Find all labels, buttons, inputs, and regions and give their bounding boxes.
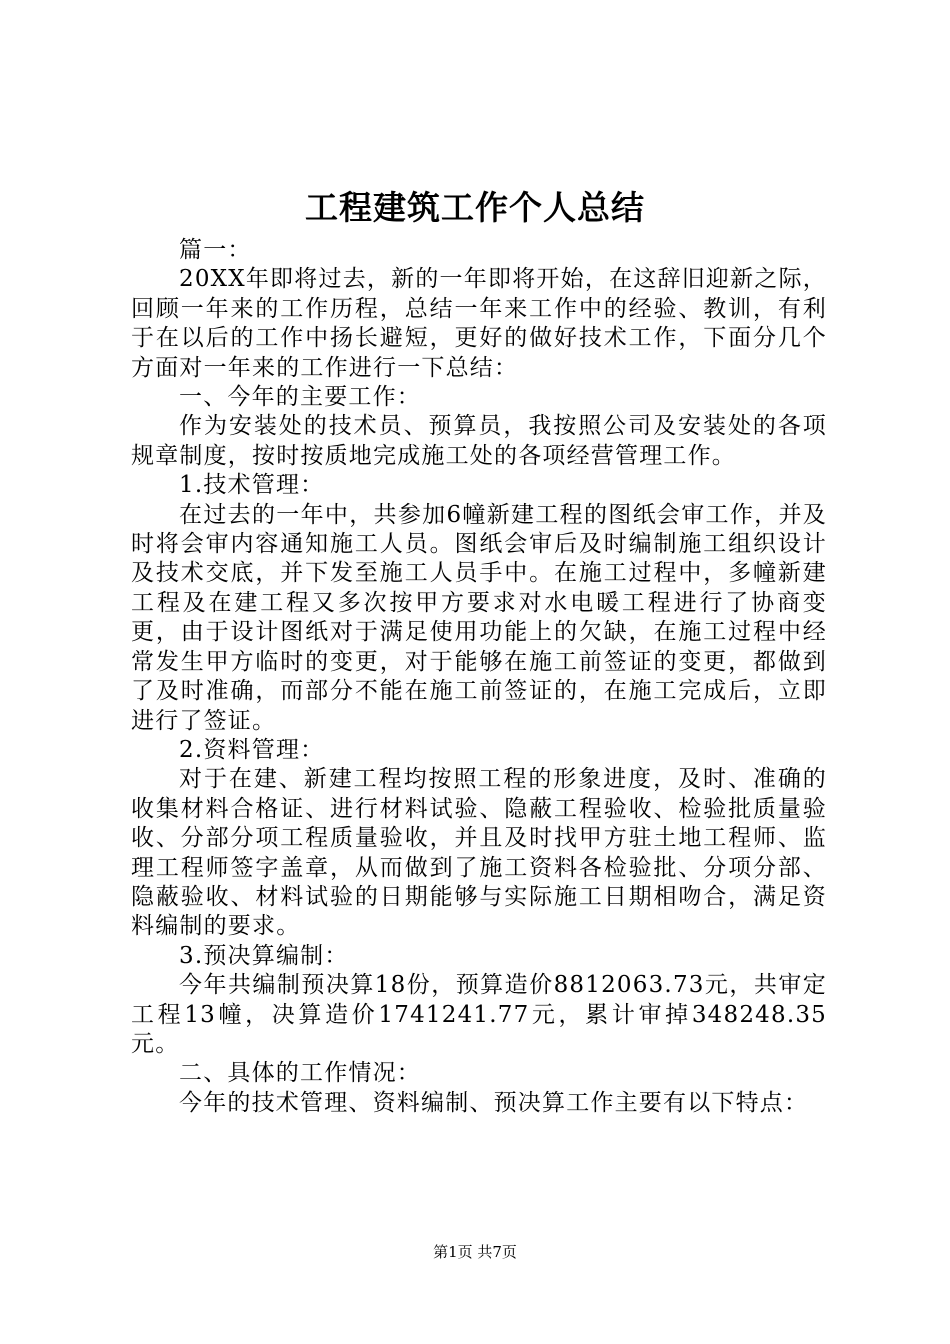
paragraph-section-label: 篇一： xyxy=(179,237,252,263)
heading-main-work: 一、今年的主要工作： xyxy=(179,384,421,411)
paragraph-document-management: 对于在建、新建工程均按照工程的形象进度，及时、准确的收集材料合格证、进行材料试验、隐蔽工程验收、检验批质量验收、分部分项工程质量验收，并且及时找甲方驻土地工程师、监理工程师签字盖章，从而做到了施工资料各检验批、分项分部、隐蔽验收、材料试验的日期能够与实际施工日期相吻合，满足资料编制的要求。 xyxy=(131,766,827,940)
heading-technical-management: 1.技术管理： xyxy=(179,472,325,499)
heading-budget: 3.预决算编制： xyxy=(179,942,349,969)
document-title: 工程建筑工作个人总结 xyxy=(305,188,645,227)
heading-document-management: 2.资料管理： xyxy=(179,736,325,763)
document-body xyxy=(131,236,827,1118)
page-footer: 第1页 共7页 xyxy=(433,1243,517,1261)
paragraph-intro: 20XX年即将过去，新的一年即将开始，在这辞旧迎新之际，回顾一年来的工作历程，总结一年来工作中的经验、教训，有利于在以后的工作中扬长避短，更好的做好技术工作，下面分几个方面对一年来的工作进行一下总结： xyxy=(131,266,827,381)
paragraph-specific-work: 今年的技术管理、资料编制、预决算工作主要有以下特点： xyxy=(179,1089,809,1116)
paragraph-role: 作为安装处的技术员、预算员，我按照公司及安装处的各项规章制度，按时按质地完成施工处的各项经营管理工作。 xyxy=(131,413,827,469)
paragraph-budget: 今年共编制预决算18份，预算造价8812063.73元，共审定工程13幢，决算造价1741241.77元，累计审掉348248.35元。 xyxy=(131,972,827,1057)
paragraph-technical-management: 在过去的一年中，共参加6幢新建工程的图纸会审工作，并及时将会审内容通知施工人员。图纸会审后及时编制施工组织设计及技术交底，并下发至施工人员手中。在施工过程中，多幢新建工程及在建工程又多次按甲方要求对水电暖工程进行了协商变更，由于设计图纸对于满足使用功能上的欠缺，在施工过程中经常发生甲方临时的变更，对于能够在施工前签证的变更，都做到了及时准确，而部分不能在施工前签证的，在施工完成后，立即进行了签证。 xyxy=(131,501,827,734)
heading-specific-work: 二、具体的工作情况： xyxy=(179,1060,421,1087)
